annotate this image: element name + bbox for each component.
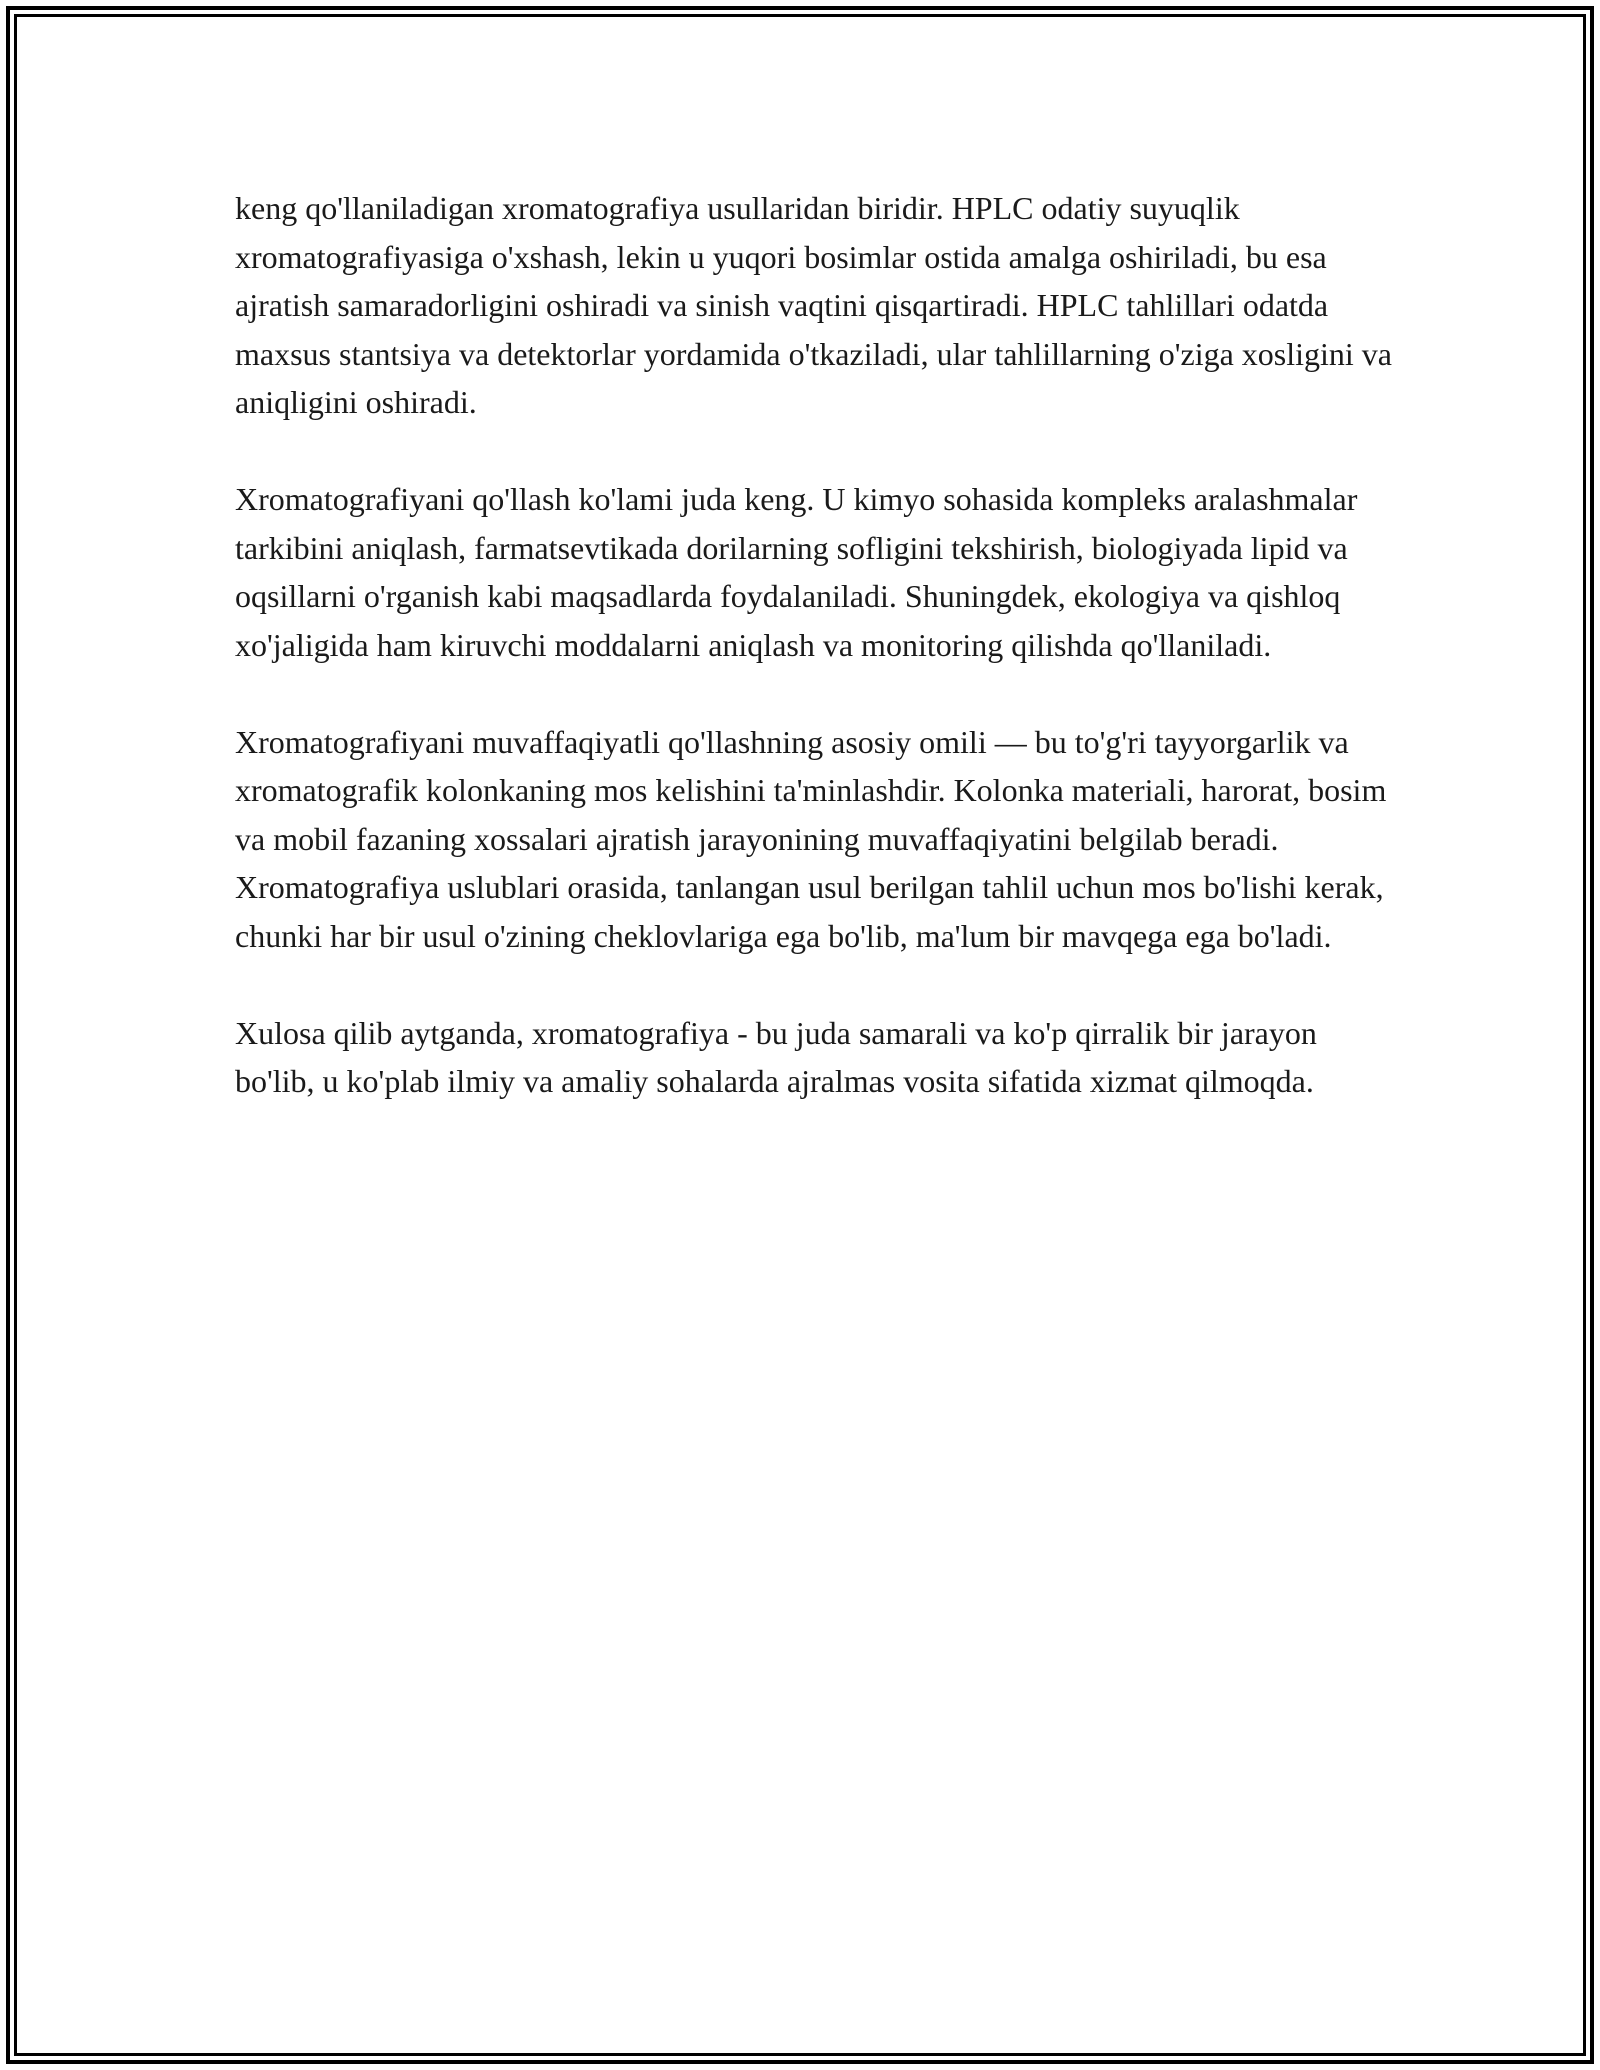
paragraph-applications: Xromatografiyani qo'llash ko'lami juda keng. U kimyo sohasida kompleks aralashmalar tarkibini aniqlash, farmatsevtikada dorilarning sofligini tekshirish, biologiyada lipid va oqsillarni o'rganish kabi maqsadlarda foydalaniladi. Shuningdek, ekologiya va qishloq xo'jaligida ham kiruvchi moddalarni aniqlash va monitoring qilishda qo'llaniladi. [235, 481, 1358, 663]
document-body [235, 184, 1395, 1106]
paragraph-success-factors: Xromatografiyani muvaffaqiyatli qo'llashning asosiy omili — bu to'g'ri tayyorgarlik va xromatografik kolonkaning mos kelishini ta'minlashdir. Kolonka materiali, harorat, bosim va mobil fazaning xossalari ajratish jarayonining muvaffaqiyatini belgilab beradi. Xromatografiya uslublari orasida, tanlangan usul berilgan tahlil uchun mos bo'lishi kerak, chunki har bir usul o'zining cheklovlariga ega bo'lib, ma'lum bir mavqega ega bo'ladi. [235, 723, 1387, 954]
paragraph-conclusion: Xulosa qilib aytganda, xromatografiya - bu juda samarali va ko'p qirralik bir jarayon bo'lib, u ko'plab ilmiy va amaliy sohalarda ajralmas vosita sifatida xizmat qilmoqda. [235, 1014, 1317, 1099]
paragraph-hplc: keng qo'llaniladigan xromatografiya usullaridan biridir. HPLC odatiy suyuqlik xromatografiyasiga o'xshash, lekin u yuqori bosimlar ostida amalga oshiriladi, bu esa ajratish samaradorligini oshiradi va sinish vaqtini qisqartiradi. HPLC tahlillari odatda maxsus stantsiya va detektorlar yordamida o'tkaziladi, ular tahlillarning o'ziga xosligini va aniqligini oshiradi. [235, 190, 1392, 420]
